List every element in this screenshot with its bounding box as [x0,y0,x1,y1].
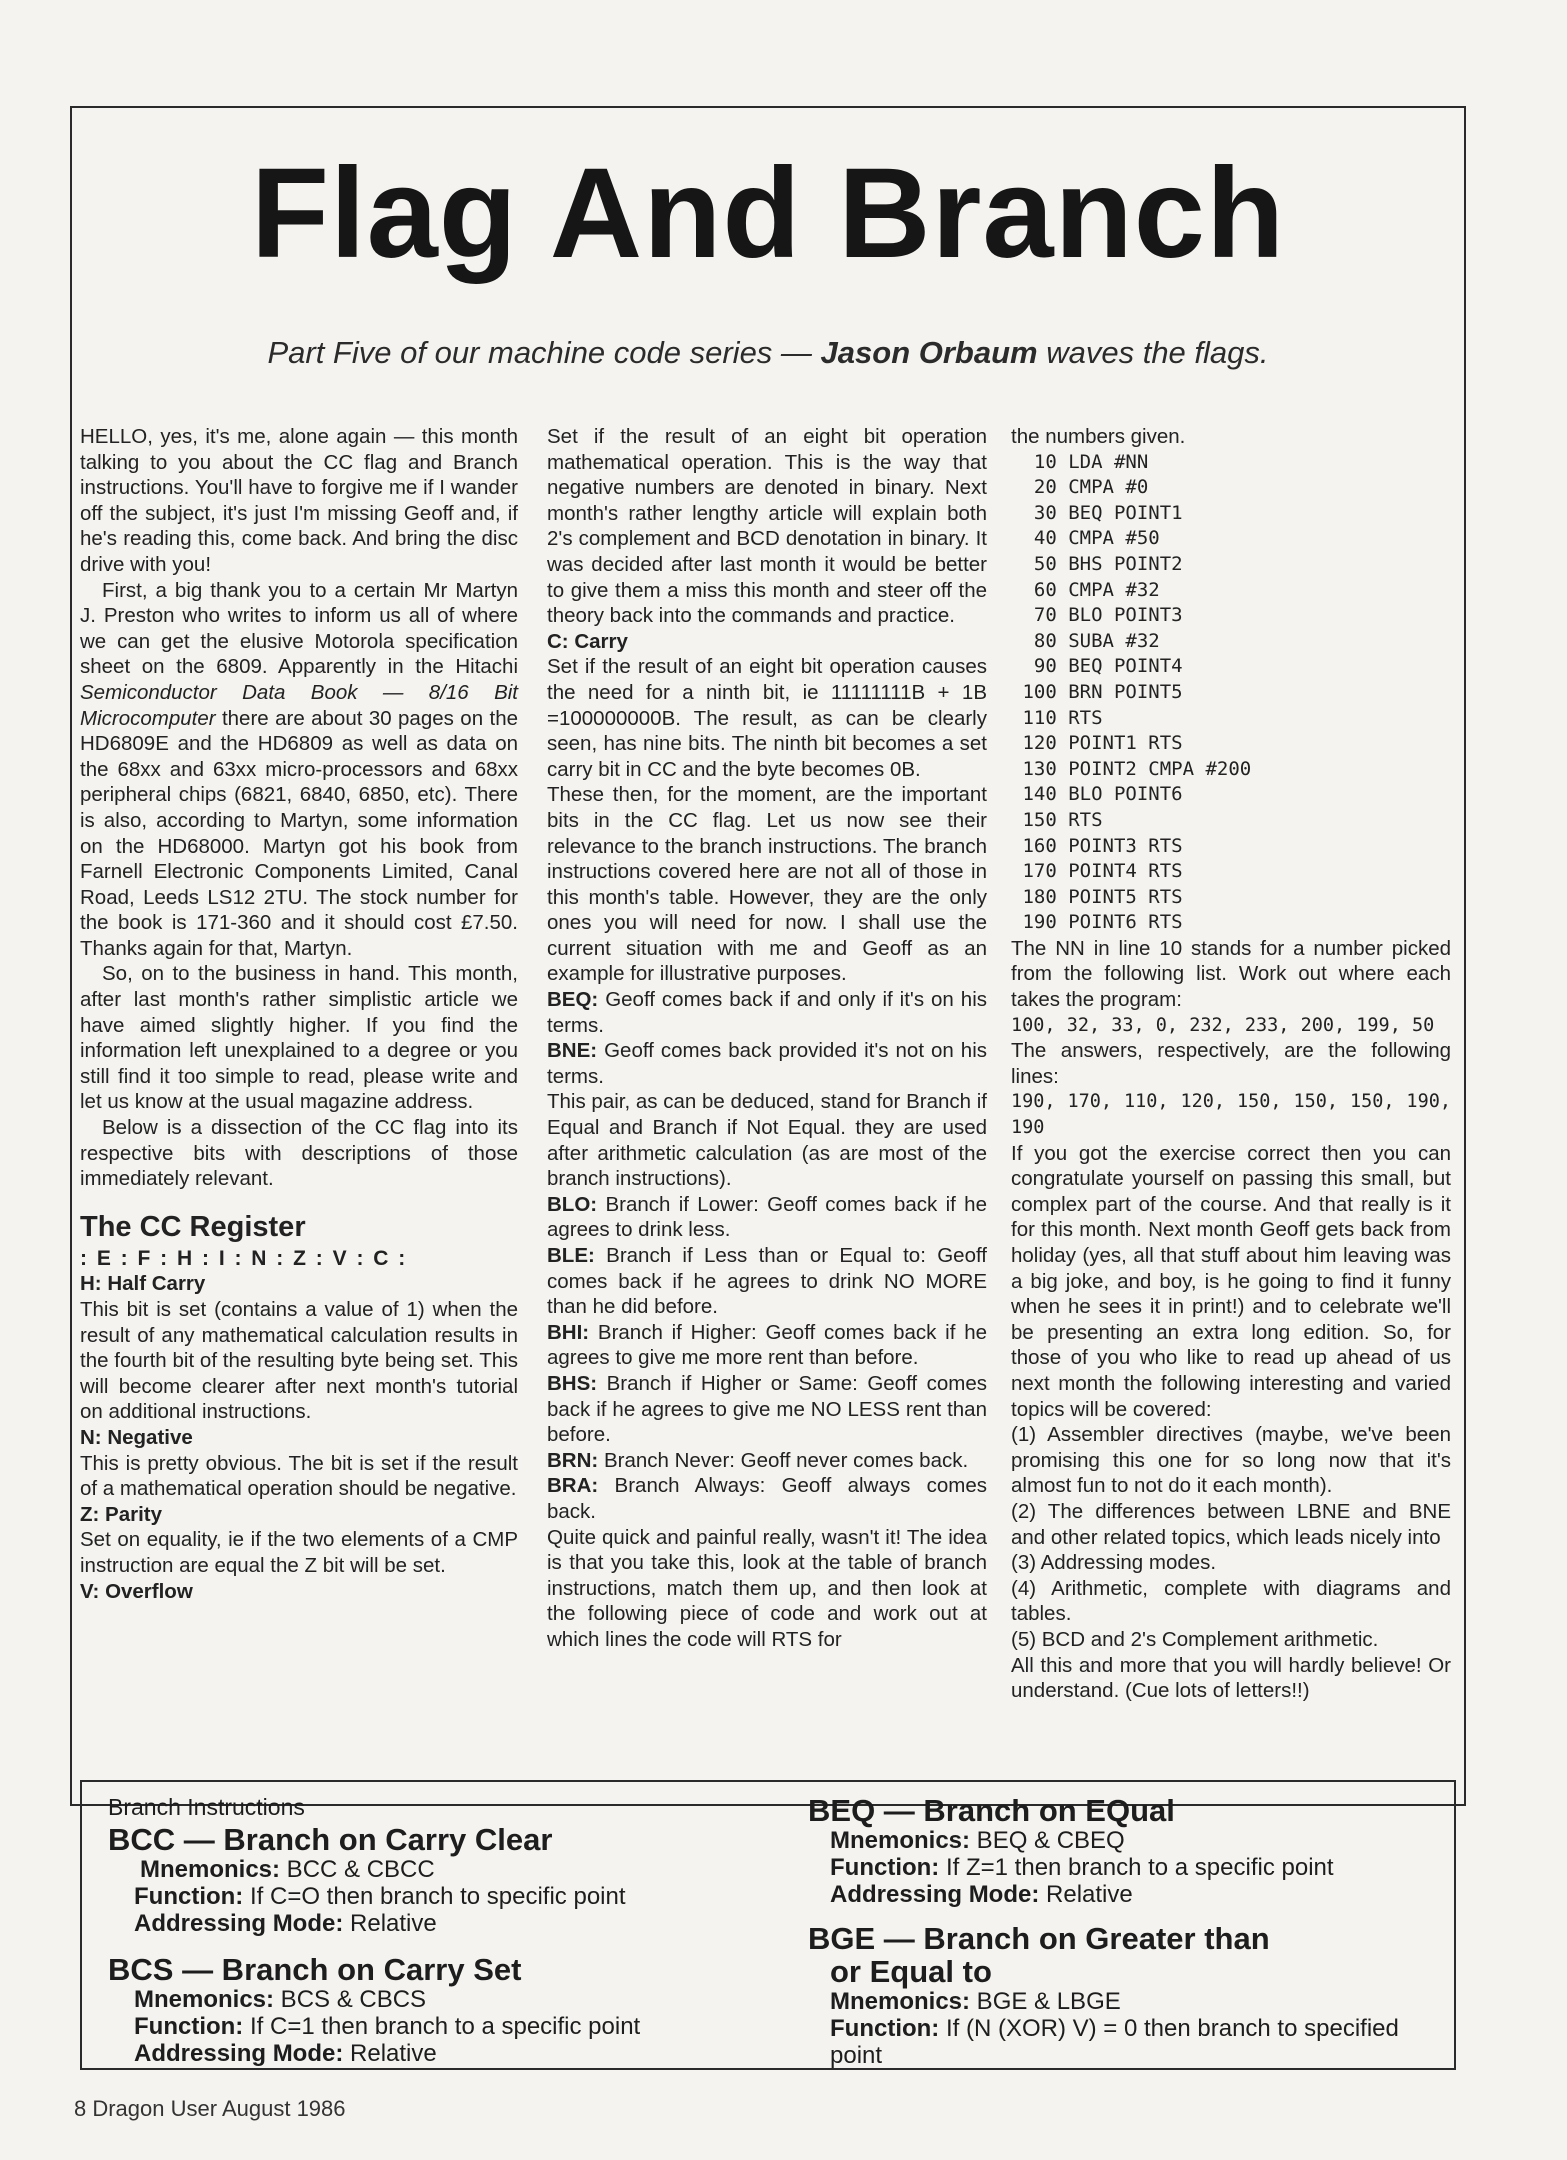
text: Branch if Higher or Same: Geoff comes back if he agrees to give me NO LESS rent than before. [547,1371,987,1447]
label: Function: [830,2015,940,2042]
column-1 [80,424,518,1604]
entry-title-bge-cont: or Equal to [830,1954,992,1989]
entry-addressing-mode [134,1910,868,1937]
paragraph [547,1192,987,1243]
topic-item: (3) Addressing modes. [1011,1551,1217,1575]
topic-item: (4) Arithmetic, complete with diagrams and tables. [1011,1576,1451,1626]
paragraph [547,1243,987,1320]
entry-title-bcc: BCC — Branch on Carry Clear [108,1822,553,1857]
instruction-key: BHS: [547,1371,598,1395]
paragraph: This bit is set (contains a value of 1) when the result of any mathematical calculation results in the fourth bit of the resulting byte being set. This will become clearer after next month's tutorial on additional instructions. [80,1298,518,1424]
entry-function [830,2015,1438,2069]
entry-mnemonics [830,1988,1438,2015]
topic-item: (5) BCD and 2's Complement arithmetic. [1011,1627,1379,1651]
paragraph [547,1448,987,1474]
text: Branch if Lower: Geoff comes back if he agrees to drink less. [547,1192,987,1242]
paragraph [547,1473,987,1524]
instruction-key: BNE: [547,1039,598,1063]
instruction-key: BHI: [547,1320,590,1344]
value: If (N (XOR) V) = 0 then branch to specified point [830,2015,1399,2069]
paragraph: Set on equality, ie if the two elements of a CMP instruction are equal the Z bit will be set. [80,1528,518,1577]
paragraph [547,1038,987,1089]
number-list: 100, 32, 33, 0, 232, 233, 200, 199, 50 [1011,1014,1435,1036]
entry-addressing-mode [134,2040,868,2067]
label: Mnemonics: [134,1986,275,2013]
entry-title-bge: BGE — Branch on Greater than [808,1921,1270,1956]
instruction-key: BRN: [547,1448,599,1472]
subtitle-author: Jason Orbaum [820,335,1038,370]
paragraph: HELLO, yes, it's me, alone again — this month talking to you about the CC flag and Branch instructions. You'll have to forgive me if I wander off the subject, it's just I'm missing Geoff and, if he's reading this, come back. And bring the disc drive with you! [80,425,518,576]
paragraph: This is pretty obvious. The bit is set if the result of a mathematical operation should be negative. [80,1451,518,1501]
code-listing: 10 LDA #NN 20 CMPA #0 30 BEQ POINT1 40 CMPA #50 50 BHS POINT2 60 CMPA #32 70 BLO POINT3 80 SUBA #32 90 BEQ POINT4 100 BRN POINT5 110 RTS 120 POINT1 RTS 130 POINT2 CMPA #200 140 BLO POINT6 150 RTS 160 POINT3 RTS 170 POINT4 RTS 180 POINT5 RTS 190 POINT6 RTS [1022,450,1252,934]
entry-function [134,2013,868,2040]
flag-heading: H: Half Carry [80,1272,206,1296]
label: Mnemonics: [830,1827,971,1854]
instruction-key: BLE: [547,1244,595,1267]
entry-mnemonics [140,1856,868,1883]
paragraph: Set if the result of an eight bit operation mathematical operation. This is the way that negative numbers are denoted in binary. Next month's rather lengthy article will explain both 2's complement and BCD denotation in binary. It was decided after last month it would be better to give them a miss this month and steer off the theory back into the commands and practice. [547,425,987,628]
table-heading: Branch Instructions [108,1794,305,1820]
paragraph: Below is a dissection of the CC flag into its respective bits with descriptions of those immediately relevant. [80,1116,518,1191]
entry-title-bcs: BCS — Branch on Carry Set [108,1952,522,1987]
subtitle-post: waves the flags. [1037,335,1269,370]
text: Geoff comes back provided it's not on his terms. [547,1039,987,1088]
paragraph: So, on to the business in hand. This month, after last month's rather simplistic article we have aimed slightly higher. If you find the information left unexplained to a degree or you still find it too simple to read, please write and let us know at the usual magazine address. [80,962,518,1114]
label: Addressing Mode: [134,1910,344,1937]
text: Branch Never: Geoff never comes back. [598,1448,969,1472]
value: BEQ & CBEQ [970,1827,1125,1854]
entry-function [830,1854,1438,1881]
paragraph: All this and more that you will hardly believe! Or understand. (Cue lots of letters!!) [1011,1653,1451,1703]
value: Relative [343,1910,437,1937]
text: First, a big thank you to a certain Mr Martyn J. Preston who writes to inform us all of where we can get the elusive Motorola specification sheet on the 6809. Apparently in the Hitachi [80,578,518,679]
paragraph [547,1320,987,1371]
value: If C=1 then branch to a specific point [243,2013,641,2040]
paragraph: Quite quick and painful really, wasn't it! The idea is that you take this, look at the table of branch instructions, match them up, and then look at the following piece of code and work out at which lines the code will RTS for [547,1525,987,1651]
label: Function: [134,2013,244,2040]
paragraph [547,987,987,1038]
paragraph: If you got the exercise correct then you can congratulate yourself on passing this small, but complex part of the course. And that really is it for this month. Next month Geoff gets back from holiday (yes, all that stuff about him leaving was a big joke, and boy, is he going to find it funny when he sees it in print!) and to celebrate we'll be presenting an extra long edition. So, for those of you who like to read up ahead of us next month the following interesting and varied topics will be covered: [1011,1141,1451,1421]
column-2 [547,424,987,1653]
column-3 [1011,424,1451,1704]
label: Addressing Mode: [830,1881,1040,1908]
text: Geoff comes back if and only if it's on his terms. [547,988,987,1037]
paragraph: the numbers given. [1011,425,1186,448]
flag-heading: C: Carry [547,629,628,653]
flag-heading: Z: Parity [80,1502,163,1526]
article-title: Flag And Branch [250,142,1286,285]
subtitle-pre: Part Five of our machine code series — [267,335,821,370]
cc-flag-bits: : E : F : H : I : N : Z : V : C : [80,1246,408,1270]
label: Function: [830,1854,940,1881]
value: Relative [343,2040,437,2067]
table-right-column [808,1794,1438,2069]
paragraph: Set if the result of an eight bit operation causes the need for a ninth bit, ie 11111111B + 1B =100000000B. The result, as can be clearly seen, has nine bits. The ninth bit becomes a set carry bit in CC and the byte becomes 0B. [547,655,987,781]
entry-function [134,1883,868,1910]
label: Addressing Mode: [134,2040,344,2067]
paragraph: This pair, as can be deduced, stand for Branch if Equal and Branch if Not Equal. they are used after arithmetic calculation (as are most of the branch instructions). [547,1090,987,1191]
instruction-key: BLO: [547,1192,598,1216]
paragraph: These then, for the moment, are the important bits in the CC flag. Let us now see their relevance to the branch instructions. The branch instructions covered here are not all of those in this month's table. However, they are the only ones you will need for now. I shall use the current situation with me and Geoff as an example for illustrative purposes. [547,783,987,986]
value: If C=O then branch to specific point [243,1883,626,1910]
text: Branch if Less than or Equal to: Geoff comes back if he agrees to drink NO MORE than he did before. [547,1244,987,1319]
answer-list: 190, 170, 110, 120, 150, 150, 150, 190, 190 [1011,1091,1451,1139]
topic-item: (2) The differences between LBNE and BNE and other related topics, which leads nicely into [1011,1499,1451,1549]
branch-instructions-table [80,1780,1456,2070]
text: Branch if Higher: Geoff comes back if he agrees to give me more rent than before. [547,1320,987,1370]
value: If Z=1 then branch to a specific point [939,1854,1334,1881]
flag-heading: V: Overflow [80,1579,193,1603]
paragraph: The answers, respectively, are the following lines: [1011,1039,1451,1088]
value: BGE & LBGE [970,1988,1121,2015]
paragraph [80,578,518,962]
flag-heading: N: Negative [80,1425,193,1449]
page-footer: 8 Dragon User August 1986 [74,2096,346,2121]
value: Relative [1039,1881,1133,1908]
instruction-key: BRA: [547,1474,599,1498]
section-heading: The CC Register [80,1210,306,1243]
entry-mnemonics [830,1827,1438,1854]
paragraph: The NN in line 10 stands for a number picked from the following list. Work out where each takes the program: [1011,936,1451,1012]
text: Branch Always: Geoff always comes back. [547,1474,987,1523]
entry-title-beq: BEQ — Branch on EQual [808,1793,1175,1828]
label: Function: [134,1883,244,1910]
entry-addressing-mode [830,1881,1438,1908]
value: BCC & CBCC [280,1856,435,1883]
text: there are about 30 pages on the HD6809E and the HD6809 as well as data on the 68xx and 63xx micro-processors and 68xx peripheral chips (6821, 6840, 6850, etc). There is also, according to Martyn, some information on the HD68000. Martyn got his book from Farnell Electronic Components Limited, Canal Road, Leeds LS12 2TU. The stock number for the book is 171-360 and it should cost £7.50. Thanks again for that, Martyn. [80,706,518,960]
article-subtitle [70,335,1466,371]
paragraph [547,1371,987,1448]
table-left-column [108,1794,868,2067]
book-title: Semiconductor Data Book — 8/16 Bit Microcomputer [80,680,518,730]
label: Mnemonics: [140,1856,281,1883]
label: Mnemonics: [830,1988,971,2015]
topic-item: (1) Assembler directives (maybe, we've been promising this one for so long now that it's almost fun to not do it each month). [1011,1423,1451,1498]
value: BCS & CBCS [274,1986,427,2013]
entry-mnemonics [134,1986,868,2013]
instruction-key: BEQ: [547,988,599,1012]
